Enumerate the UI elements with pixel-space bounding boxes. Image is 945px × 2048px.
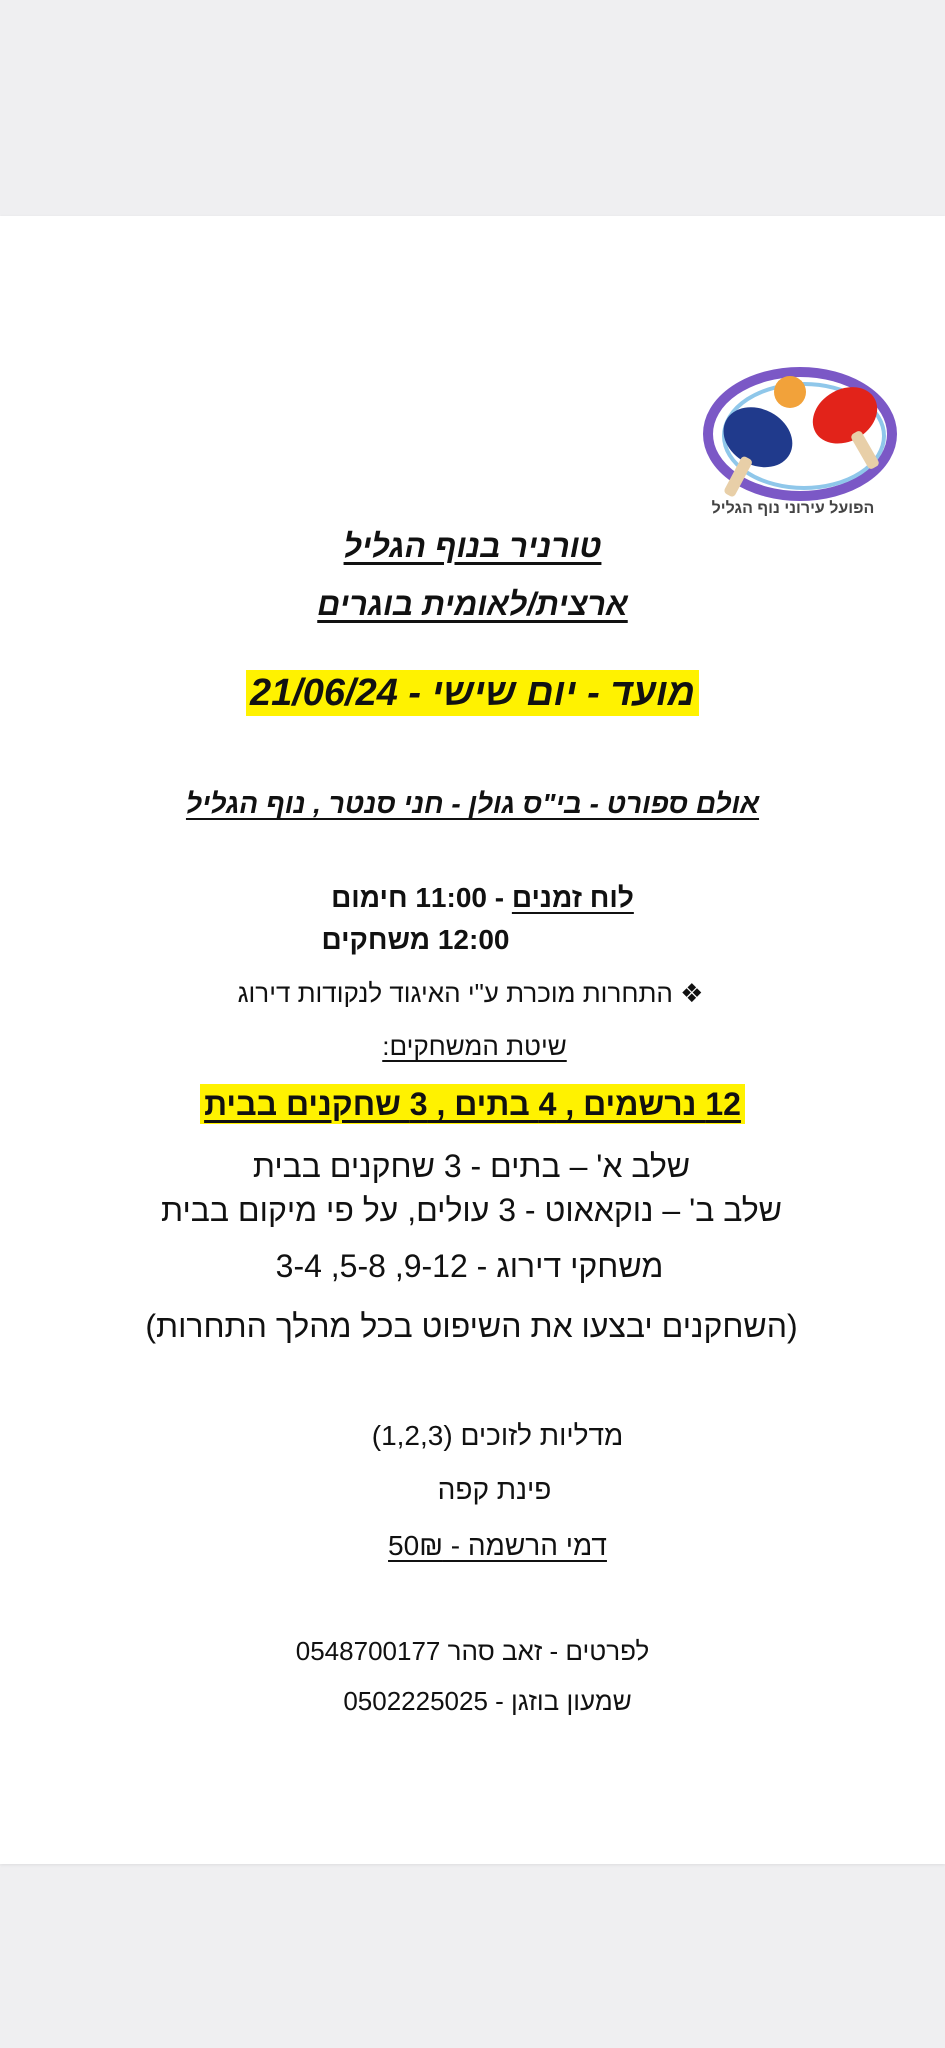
flyer-page — [0, 216, 945, 1864]
recognition-note: ❖ התחרות מוכרת ע"י האיגוד לנקודות דירוג — [237, 978, 704, 1008]
date-line: מועד - יום שישי - 21/06/24 — [0, 672, 945, 715]
system-label: שיטת המשחקים: — [382, 1031, 567, 1061]
format-line: 12 נרשמים , 4 בתים , 3 שחקנים בבית — [0, 1086, 945, 1123]
schedule-row-2: 12:00 משחקים — [321, 924, 510, 955]
venue-line: אולם ספורט - בי"ס גולן - חני סנטר , נוף הגליל — [185, 788, 760, 819]
contact-line-1: לפרטים - זאב סהר 0548700177 — [295, 1636, 650, 1666]
schedule-label: לוח זמנים — [511, 882, 634, 913]
stage-b-line: שלב ב' – נוקאאוט - 3 עולים, על פי מיקום בבית — [160, 1192, 783, 1228]
fee-line: דמי הרשמה - 50₪ — [388, 1530, 607, 1561]
title-line-2: ארצית/לאומית בוגרים — [317, 586, 628, 622]
title-line-1: טורניר בנוף הגליל — [343, 528, 602, 564]
ranking-games-line: משחקי דירוג - 9-12, 5-8, 3-4 — [275, 1248, 664, 1284]
logo-caption: הפועל עירוני נוף הגליל — [711, 500, 875, 517]
coffee-line: פינת קפה — [437, 1474, 552, 1505]
contact-line-2: שמעון בוזגן - 0502225025 — [343, 1686, 632, 1716]
medals-line: מדליות לזוכים (1,2,3) — [371, 1420, 624, 1451]
schedule-row-1: לוח זמנים - 11:00 חימום — [331, 882, 634, 913]
stage-a-line: שלב א' – בתים - 3 שחקנים בבית — [252, 1148, 691, 1184]
refereeing-line: (השחקנים יבצעו את השיפוט בכל מהלך התחרות) — [145, 1308, 798, 1344]
